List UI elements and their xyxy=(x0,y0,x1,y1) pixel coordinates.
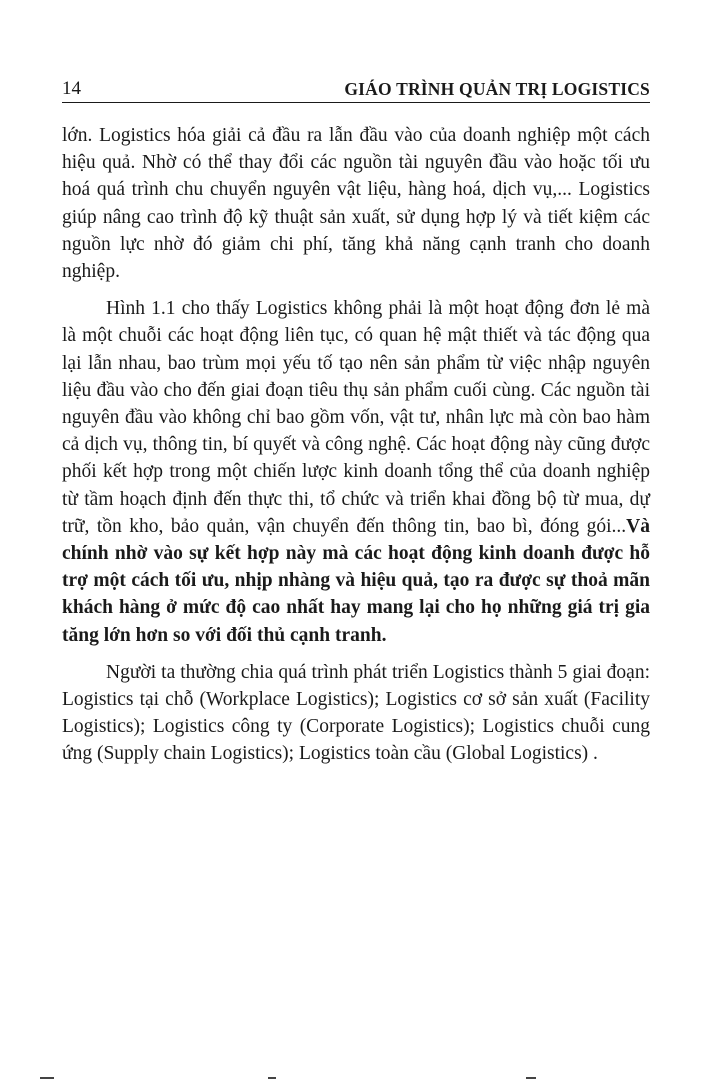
paragraph-2-text: Hình 1.1 cho thấy Logistics không phải là một hoạt động đơn lẻ mà là một chuỗi các hoạt động liên tục, có quan hệ mật thiết và tác động qua lại lẫn nhau, bao trùm mọi yếu tố tạo nên sản phẩm từ việc nhập nguyên liệu đầu vào cho đến giai đoạn tiêu thụ sản phẩm cuối cùng. Các nguồn tài nguyên đầu vào không chỉ bao gồm vốn, vật tư, nhân lực mà còn bao hàm cả dịch vụ, thông tin, bí quyết và công nghệ. Các hoạt động này cũng được phối kết hợp trong một chiến lược kinh doanh tổng thể của doanh nghiệp từ tầm hoạch định đến thực thi, tổ chức và triển khai đồng bộ từ mua, dự trữ, tồn kho, bảo quản, vận chuyển đến thông tin, bao bì, đóng gói... xyxy=(62,298,650,537)
scan-edge-mark xyxy=(268,1077,276,1079)
running-title: GIÁO TRÌNH QUẢN TRỊ LOGISTICS xyxy=(344,79,650,99)
page-header xyxy=(62,78,650,103)
paragraph-2-emphasis: Và chính nhờ vào sự kết hợp này mà các hoạt động kinh doanh được hỗ trợ một cách tối ưu, nhịp nhàng và hiệu quả, tạo ra được sự thoả mãn khách hàng ở mức độ cao nhất hay mang lại cho họ những giá trị gia tăng lớn hơn so với đối thủ cạnh tranh. xyxy=(62,515,650,646)
page-number: 14 xyxy=(62,78,81,99)
body-text xyxy=(62,122,650,768)
paragraph-3: Người ta thường chia quá trình phát triển Logistics thành 5 giai đoạn: Logistics tại chỗ (Workplace Logistics); Logistics cơ sở sản xuất (Facility Logistics); Logistics công ty (Corporate Logistics); Logistics chuỗi cung ứng (Supply chain Logistics); Logistics toàn cầu (Global Logistics) . xyxy=(62,661,650,765)
scan-edge-mark xyxy=(526,1077,536,1079)
paragraph-1: lớn. Logistics hóa giải cả đầu ra lẫn đầu vào của doanh nghiệp một cách hiệu quả. Nhờ có thể thay đổi các nguồn tài nguyên đầu vào hoặc tối ưu hoá quá trình chu chuyển nguyên vật liệu, hàng hoá, dịch vụ,... Logistics giúp nâng cao trình độ kỹ thuật sản xuất, sử dụng hợp lý và tiết kiệm các nguồn lực nhờ đó giảm chi phí, tăng khả năng cạnh tranh cho doanh nghiệp. xyxy=(62,125,650,283)
scan-edge-mark xyxy=(40,1077,54,1079)
paragraph-2 xyxy=(62,295,650,649)
